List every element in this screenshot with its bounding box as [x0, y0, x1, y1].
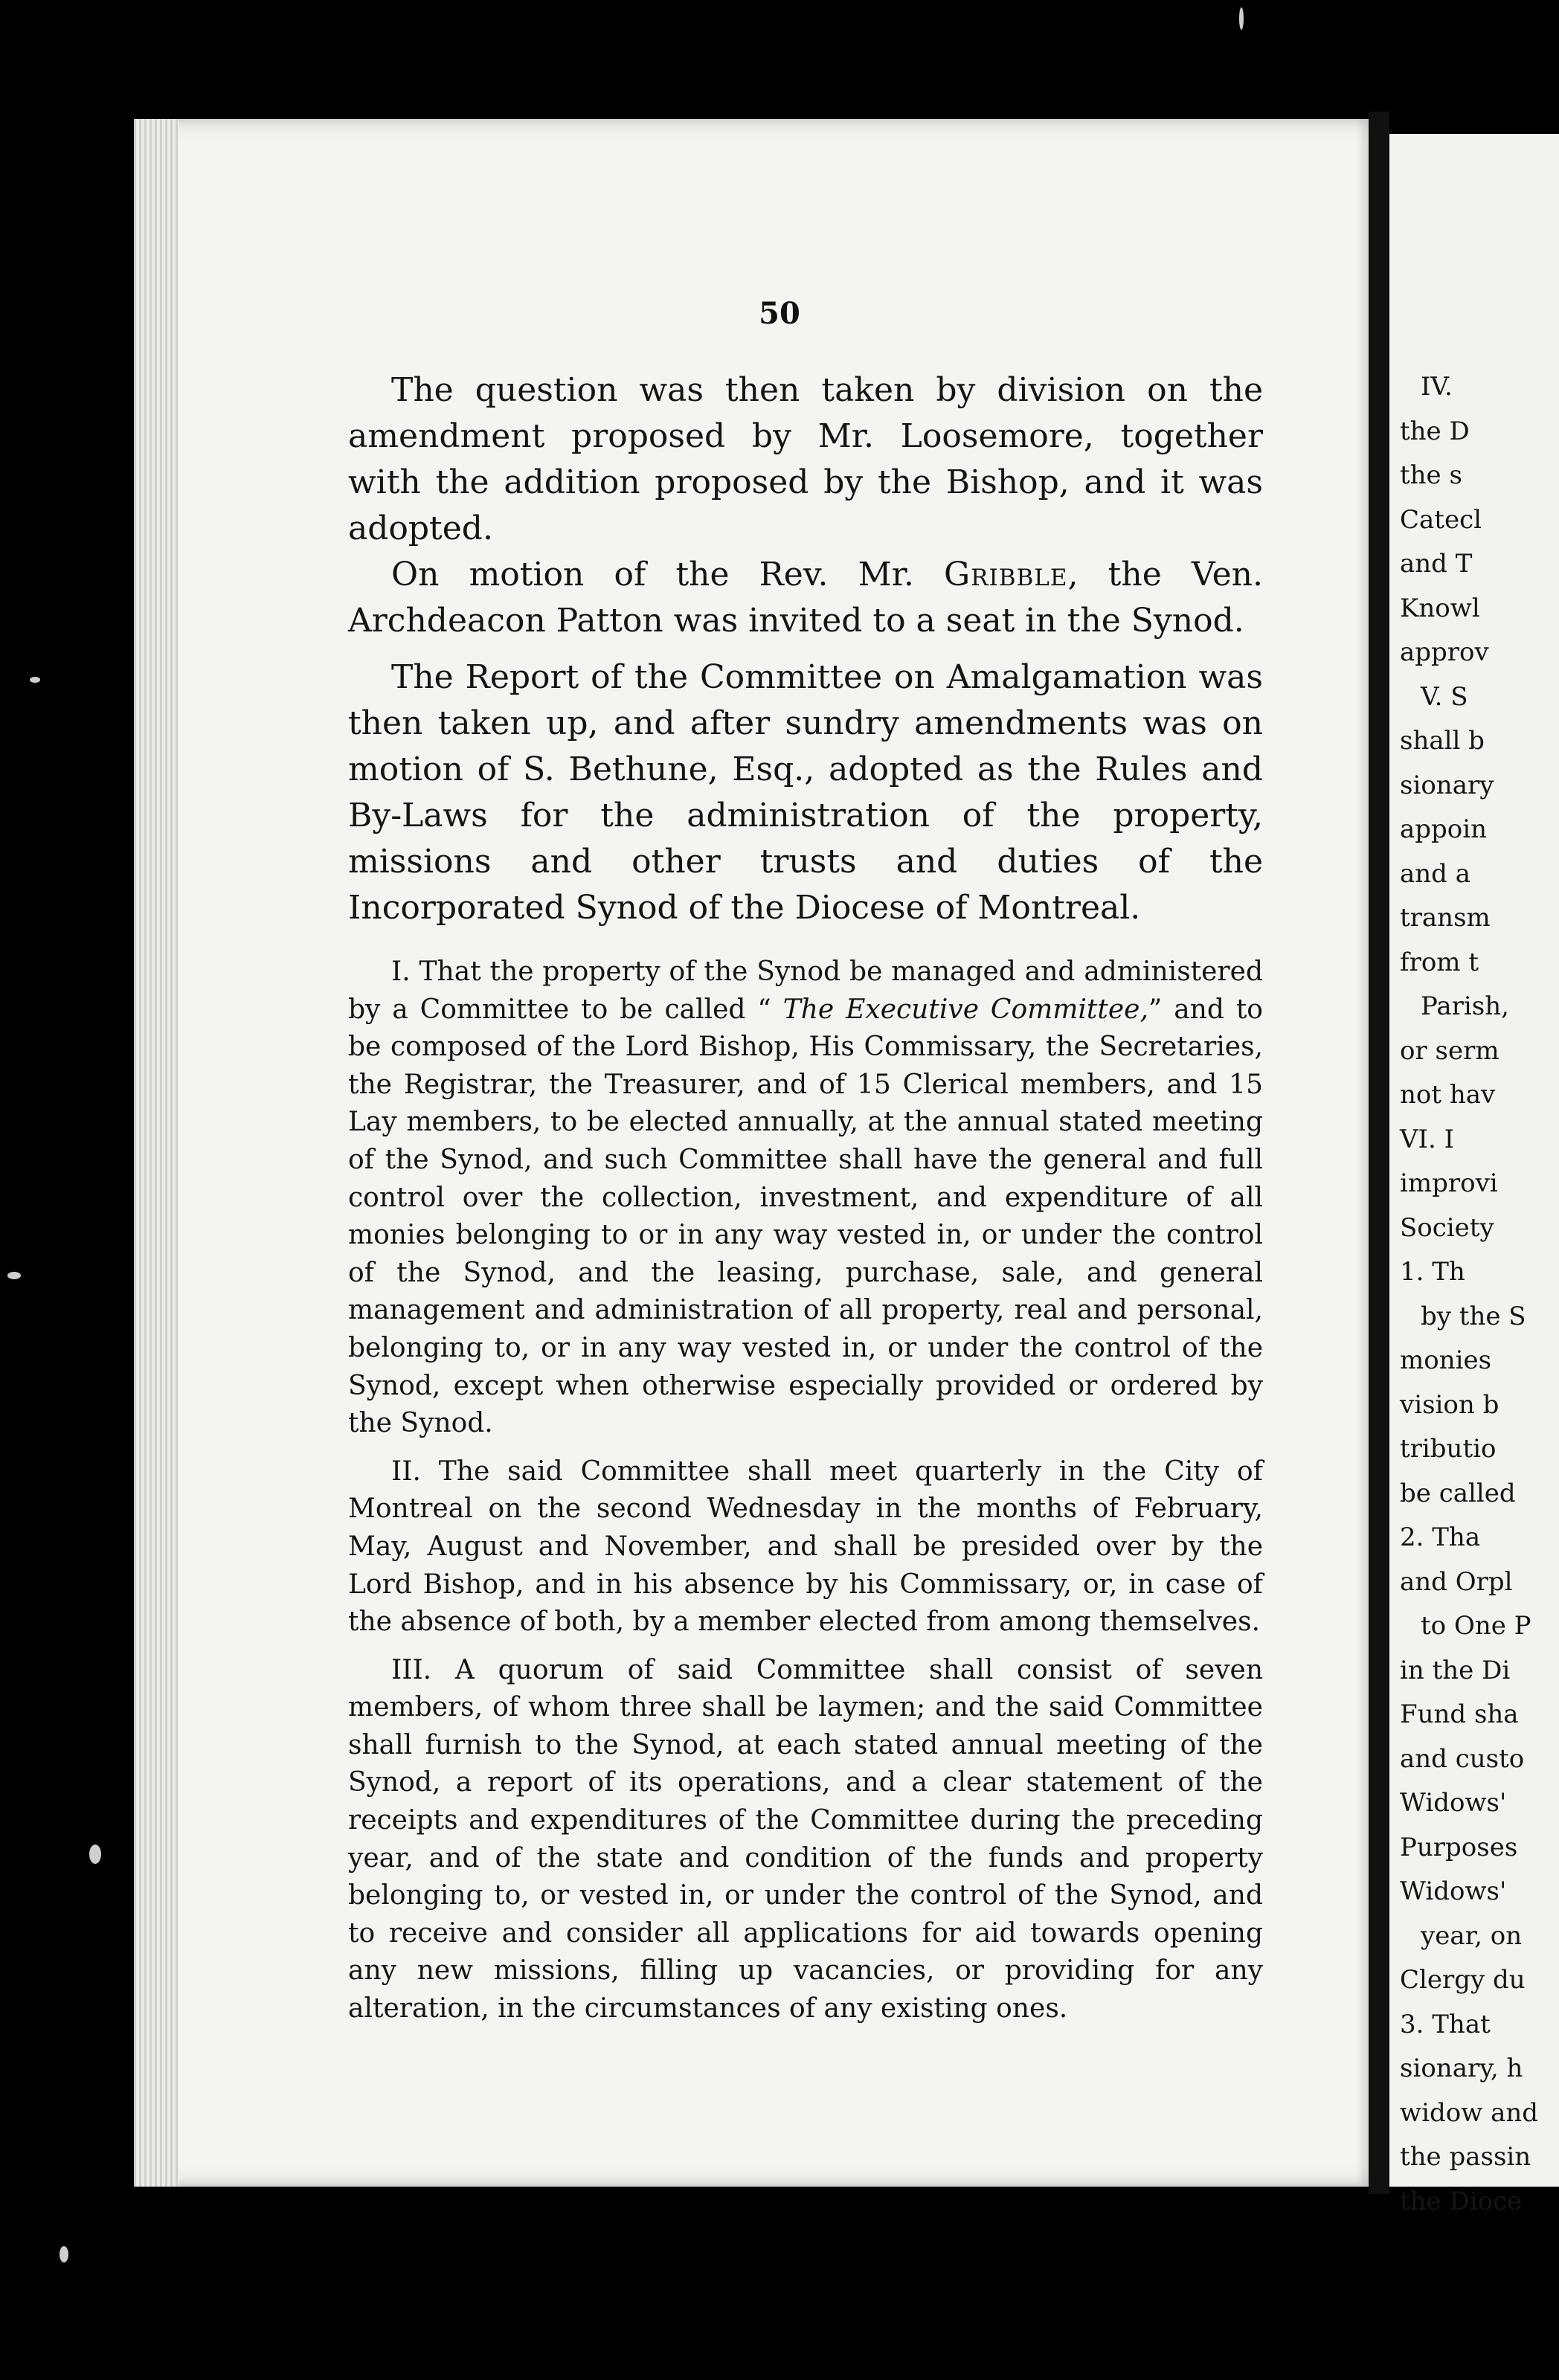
right-page-line: VI. I: [1400, 1124, 1455, 1154]
right-page-line: tributio: [1400, 1434, 1497, 1464]
right-page-line: Widows': [1400, 1876, 1507, 1906]
motion-name: Gribble: [944, 556, 1068, 594]
right-page-line: IV.: [1421, 372, 1453, 402]
right-page-line: vision b: [1400, 1389, 1499, 1420]
motion-suffix: , the Ven. Archdeacon Patton was invited to a seat in the Synod.: [348, 556, 1263, 640]
paragraph-report: The Report of the Committee on Amalgamation was then taken up, and after sundry amendments was on motion of S. Bethune, Esq., adopted as the Rules and By-Laws for the administration of the property, missions and other trusts and duties of the Incorporated Synod of the Diocese of Montreal.: [348, 658, 1263, 927]
right-page-line: Widows': [1400, 1788, 1507, 1818]
main-text: [348, 367, 1263, 2028]
scan-speck: [89, 1844, 101, 1864]
right-page-line: and a: [1400, 858, 1471, 889]
right-page-line: Knowl: [1400, 593, 1480, 623]
rule-1-committee-name: The Executive Committee,: [782, 994, 1148, 1025]
right-page-line: the s: [1400, 460, 1462, 490]
right-page-line: V. S: [1421, 681, 1468, 712]
right-page-line: and custo: [1400, 1743, 1525, 1774]
right-page-line: transm: [1400, 903, 1491, 933]
right-page-line: by the S: [1421, 1301, 1526, 1331]
right-page-line: sionary, h: [1400, 2053, 1523, 2083]
scan-speck: [1239, 7, 1244, 30]
right-page-line: widow and: [1400, 2097, 1539, 2128]
right-page-line: 2. Tha: [1400, 1522, 1481, 1552]
right-page-line: Catecl: [1400, 504, 1482, 535]
right-page-line: 1. Th: [1400, 1257, 1465, 1287]
right-page-line: Fund sha: [1400, 1699, 1519, 1729]
right-page-line: Clergy du: [1400, 1965, 1526, 1995]
right-page-line: the D: [1400, 416, 1470, 446]
rule-1: [348, 953, 1263, 1443]
rule-3: III. A quorum of said Committee shall consist of seven members, of whom three shall be laymen; and the said Committee shall furnish to the Synod, at each stated annual meeting of the Synod, a report of its operations, and a clear statement of the receipts and expenditures of the Committee during the preceding year, and of the state and condition of the funds and property belonging to, or vested in, or under the control of the Synod, and to receive and consider all applications for aid towards opening any new missions, filling up vacancies, or providing for any alteration, in the circumstances of any existing ones.: [348, 1654, 1263, 2024]
right-page-line: be called: [1400, 1478, 1516, 1508]
right-page-line: 3. That: [1400, 2009, 1491, 2039]
right-page-line: monies: [1400, 1345, 1492, 1375]
right-page-line: in the Di: [1400, 1655, 1511, 1685]
right-page-line: appoin: [1400, 814, 1488, 844]
right-page-line: and T: [1400, 549, 1473, 579]
rule-1-rest: ” and to be composed of the Lord Bishop, His Commissary, the Secretaries, the Registrar, the Treasurer, and of 15 Clerical members, and 15 Lay members, to be elected annually, at the annual stated meeting of the Synod, and such Committee shall have the general and full control over the collection, investment, and expenditure of all monies belonging to or in any way vested in, or under the control of the Synod, and the leasing, purchase, sale, and general management and administration of all property, real and personal, belonging to, or in any way vested in, or under the control of the Synod, except when otherwise especially provided or ordered by the Synod.: [348, 994, 1263, 1439]
right-page-line: shall b: [1400, 726, 1485, 756]
book-gutter: [1369, 112, 1389, 2194]
right-page-line: Purposes: [1400, 1832, 1518, 1862]
right-page-line: and Orpl: [1400, 1566, 1513, 1597]
right-page-line: year, on: [1421, 1920, 1523, 1951]
rule-1-start: I. That the property of the Synod be managed and administered by a Committee to be called “: [348, 956, 1263, 1025]
right-page-line: the passin: [1400, 2142, 1531, 2172]
right-page-line: improvi: [1400, 1168, 1498, 1198]
scan-speck: [60, 2246, 68, 2262]
right-page-line: Parish,: [1421, 991, 1509, 1021]
right-page-line: not hav: [1400, 1080, 1496, 1110]
paragraph-division: The question was then taken by division on the amendment proposed by Mr. Loosemore, together with the addition proposed by the Bishop, and it was adopted.: [348, 371, 1263, 547]
page-edge-stack: [134, 119, 179, 2187]
right-page-line: or serm: [1400, 1035, 1499, 1066]
right-page-line: to One P: [1421, 1611, 1531, 1641]
scan-speck: [7, 1272, 21, 1279]
right-page-line: Society: [1400, 1212, 1494, 1243]
rule-2: II. The said Committee shall meet quarterly in the City of Montreal on the second Wednesday in the months of February, May, August and November, and shall be presided over by the Lord Bishop, and in his absence by his Commissary, or, in case of the absence of both, by a member elected from among themselves.: [348, 1456, 1263, 1638]
right-page-line: the Dioce: [1400, 2186, 1523, 2216]
scan-speck: [30, 677, 40, 683]
page-number: 50: [759, 296, 800, 331]
paragraph-motion: [348, 552, 1263, 644]
right-page-line: from t: [1400, 947, 1479, 977]
right-page-line: sionary: [1400, 770, 1494, 800]
motion-prefix: On motion of the Rev. Mr.: [391, 556, 945, 594]
right-page-line: approv: [1400, 637, 1489, 667]
